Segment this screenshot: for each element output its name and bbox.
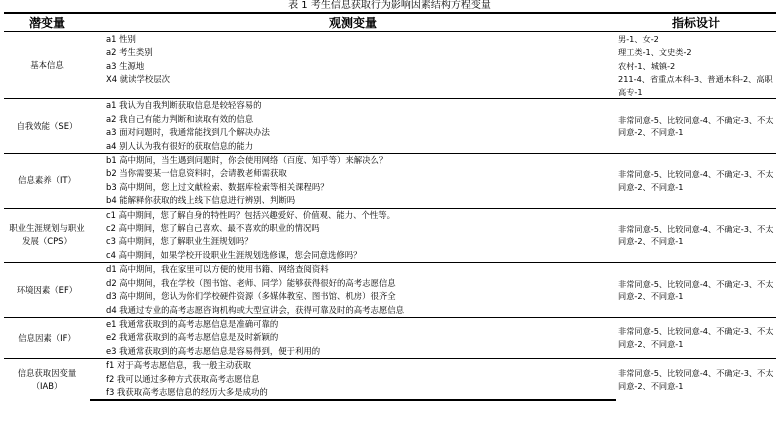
observed-variable-cell: d1 高中期间，我在家里可以方便的使用书籍、网络查阅资料 <box>90 263 616 277</box>
indicator-cell: 非常同意-5、比较同意-4、不确定-3、不太同意-2、不同意-1 <box>616 317 776 358</box>
observed-variable-cell: a2 我自己有能力判断和读取有效的信息 <box>106 113 254 124</box>
latent-variable-cell: 基本信息 <box>30 60 64 71</box>
indicator-cell: 非常同意-5、比较同意-4、不确定-3、不太同意-2、不同意-1 <box>616 208 776 263</box>
table-caption: 表 1 考生信息获取行为影响因素结构方程变量 <box>288 0 491 11</box>
header-row <box>4 13 776 32</box>
observed-variable-cell: a2 考生类别 <box>106 47 153 58</box>
indicator-cell: 非常同意-5、比较同意-4、不确定-3、不太同意-2、不同意-1 <box>616 359 776 401</box>
observed-variable-cell: c2 高中期间，您了解自己喜欢、最不喜欢的职业的情况吗 <box>106 223 320 234</box>
observed-variable-cell: d3 高中期间，您认为你们学校硬件资源（多媒体教室、图书馆、机房）很齐全 <box>106 291 396 302</box>
observed-variable-cell: b2 当你需要某一信息资料时，会请教老师需获取 <box>106 168 287 179</box>
table-row <box>4 46 776 59</box>
latent-variable-cell: 信息获取因变量（IAB） <box>4 359 90 401</box>
table-row <box>4 359 776 373</box>
observed-variable-cell: a4 别人认为我有很好的获取信息的能力 <box>106 140 254 151</box>
observed-variable-cell: e2 我通常获取到的高考志愿信息是及时新颖的 <box>106 332 279 343</box>
observed-variable-cell: a3 面对问题时，我通常能找到几个解决办法 <box>106 127 270 138</box>
header-indicator-design: 指标设计 <box>616 13 776 32</box>
variables-table <box>4 12 776 401</box>
indicator-cell: 非常同意-5、比较同意-4、不确定-3、不太同意-2、不同意-1 <box>616 263 776 318</box>
observed-variable-cell: e3 我通常获取到的高考志愿信息是容易得到，便于利用的 <box>106 345 321 356</box>
latent-variable-cell: 信息素养（IT） <box>4 154 90 209</box>
observed-variable-cell: e1 我通常获取到的高考志愿信息是准确可靠的 <box>90 317 616 331</box>
table-row <box>4 154 776 168</box>
observed-variable-cell: f2 我可以通过多种方式获取高考志愿信息 <box>106 373 260 384</box>
table-row <box>4 208 776 222</box>
table-row <box>4 99 776 113</box>
indicator-cell: 理工类-1、文史类-2 <box>618 47 692 58</box>
observed-variable-cell: X4 就读学校层次 <box>106 74 170 85</box>
observed-variable-cell: b3 高中期间，您上过文献检索、数据库检索等相关课程吗？ <box>106 181 329 192</box>
indicator-cell: 农村-1、城镇-2 <box>618 60 676 71</box>
observed-variable-cell: f3 我获取高考志愿信息的经历大多是成功的 <box>90 386 616 400</box>
latent-variable-cell: 信息因素（IF） <box>4 317 90 358</box>
table-row <box>4 60 776 73</box>
observed-variable-cell: b4 能解释你获取的线上线下信息进行辨别、判断吗 <box>106 195 296 206</box>
observed-variable-cell: c1 高中期间，您了解自身的特性吗？包括兴趣爱好、价值观、能力、个性等。 <box>90 208 616 222</box>
indicator-cell: 非常同意-5、比较同意-4、不确定-3、不太同意-2、不同意-1 <box>616 154 776 209</box>
indicator-cell: 211-4、省重点本科-3、普通本科-2、高职高专-1 <box>618 74 773 97</box>
table-row <box>4 32 776 47</box>
observed-variable-cell: b1 高中期间，当生遇到问题时，你会使用网络（百度、知乎等）来解决么？ <box>90 154 616 168</box>
observed-variable-cell: f1 对于高考志愿信息，我一般主动获取 <box>90 359 616 373</box>
observed-variable-cell: c3 高中期间，您了解职业生涯规划吗？ <box>106 236 253 247</box>
latent-variable-cell: 自我效能（SE） <box>4 99 90 154</box>
indicator-cell: 非常同意-5、比较同意-4、不确定-3、不太同意-2、不同意-1 <box>616 99 776 154</box>
observed-variable-cell: d4 我通过专业的高考志愿咨询机构或大型宣讲会，获得可靠及时的高考志愿信息 <box>106 304 405 315</box>
observed-variable-cell: c4 高中期间，如果学校开设职业生涯规划选修课，您会同意选修吗？ <box>106 249 362 260</box>
indicator-cell: 男-1、女-2 <box>618 34 659 44</box>
observed-variable-cell: d2 高中期间，我在学校（图书馆、老师、同学）能够获得很好的高考志愿信息 <box>106 277 396 288</box>
observed-variable-cell: a1 性别 <box>106 34 136 44</box>
observed-variable-cell: a3 生源地 <box>106 60 145 71</box>
latent-variable-cell: 环境因素（EF） <box>4 263 90 318</box>
header-observed-variable: 观测变量 <box>90 13 616 32</box>
table-row <box>4 317 776 331</box>
header-latent-variable: 潜变量 <box>4 13 90 32</box>
observed-variable-cell: a1 我认为自我判断获取信息是较轻容易的 <box>90 99 616 113</box>
table-row <box>4 263 776 277</box>
table-row <box>4 73 776 99</box>
latent-variable-cell: 职业生涯规划与职业发展（CPS） <box>4 208 90 263</box>
